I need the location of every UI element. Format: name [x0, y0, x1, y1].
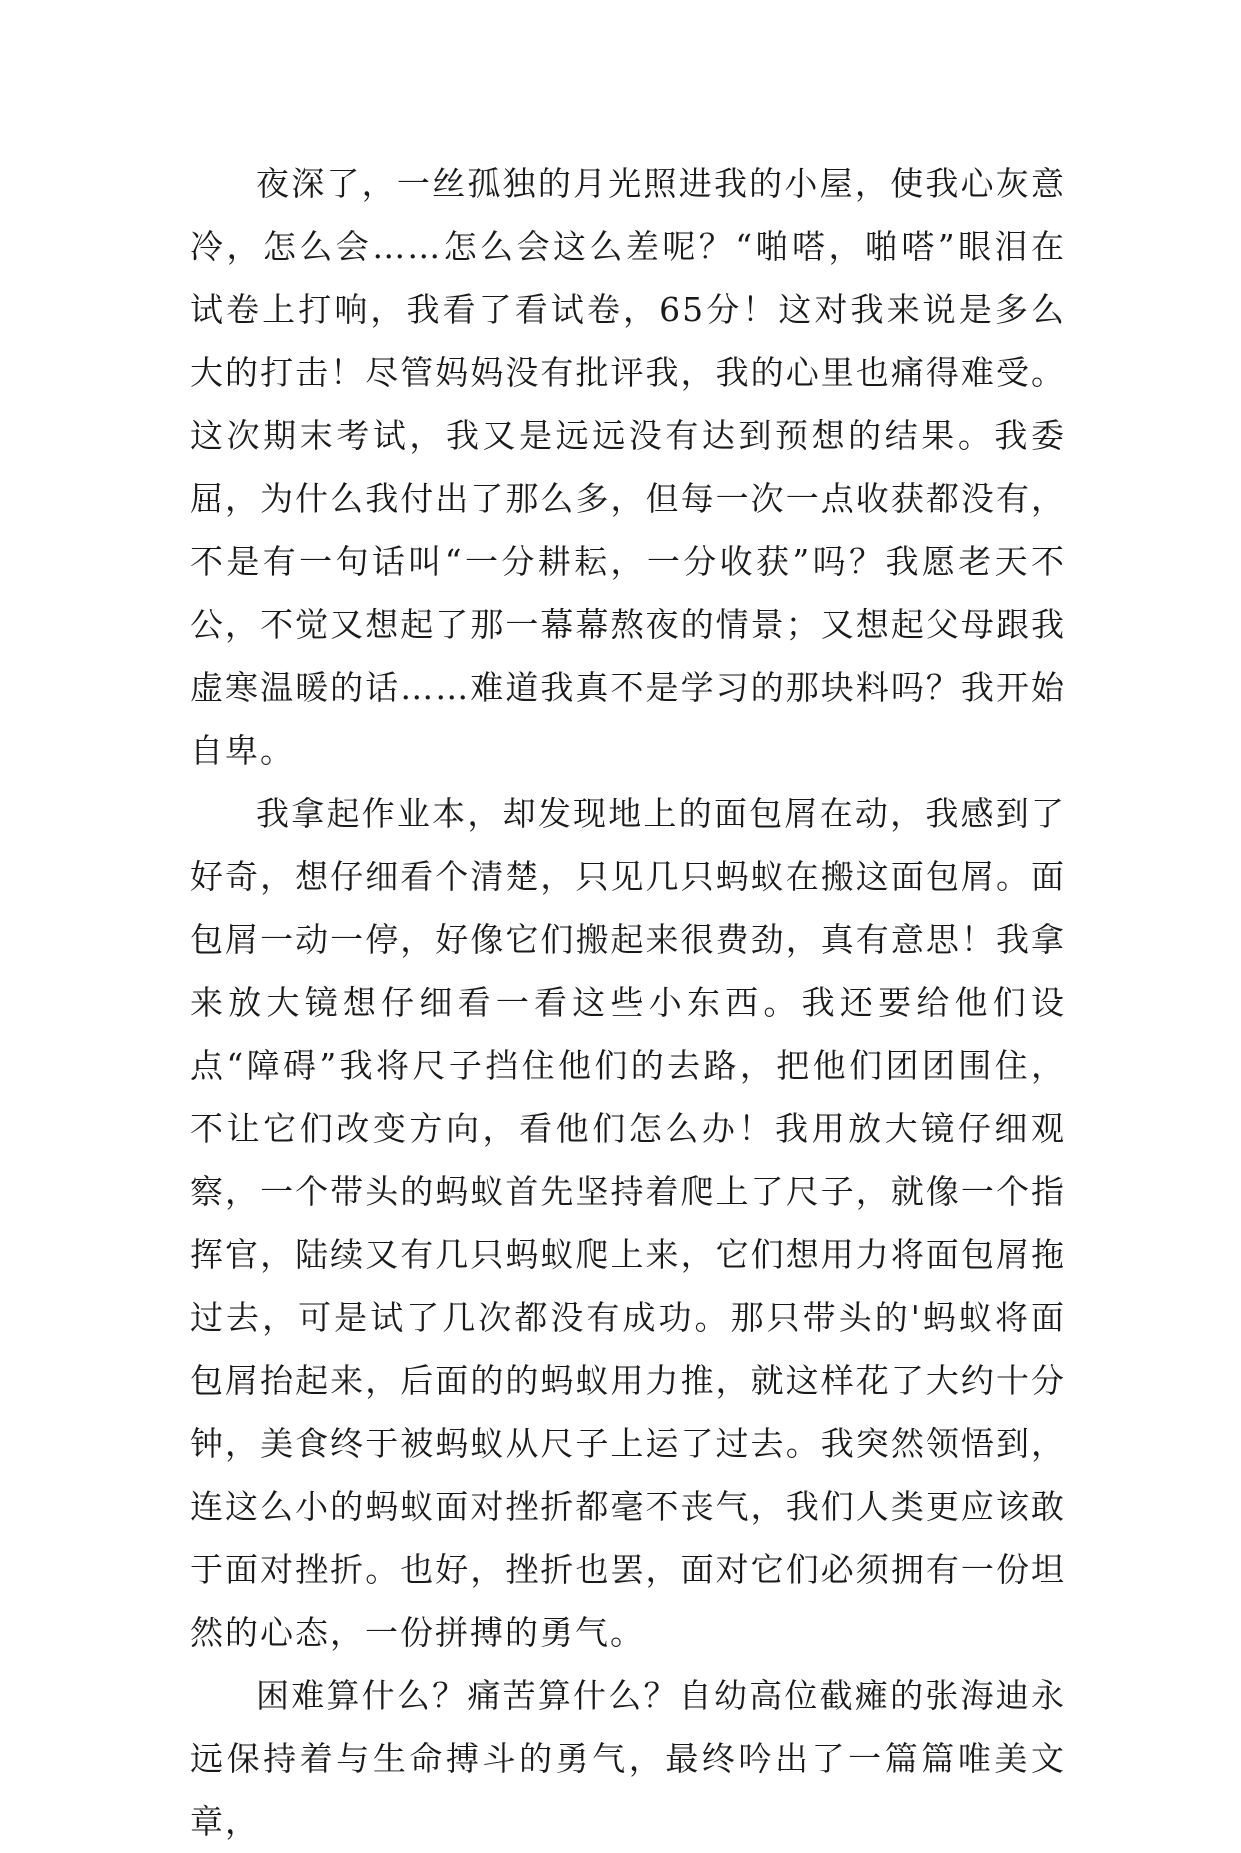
paragraph-3: 困难算什么？痛苦算什么？自幼高位截瘫的张海迪永远保持着与生命搏斗的勇气，最终吟出了一篇篇唯美文章，: [190, 1676, 1066, 1841]
paragraph-1: 夜深了，一丝孤独的月光照进我的小屋，使我心灰意冷，怎么会……怎么会这么差呢？“啪嗒，啪嗒”眼泪在试卷上打响，我看了看试卷，65分！这对我来说是多么大的打击！尽管妈妈没有批评我，我的心里也痛得难受。这次期末考试，我又是远远没有达到预想的结果。我委屈，为什么我付出了那么多，但每一次一点收获都没有，不是有一句话叫“一分耕耘，一分收获”吗？我愿老天不公，不觉又想起了那一幕幕熬夜的情景；又想起父母跟我虚寒温暖的话……难道我真不是学习的那块料吗？我开始自卑。: [190, 164, 1066, 770]
paragraph-2: 我拿起作业本，却发现地上的面包屑在动，我感到了好奇，想仔细看个清楚，只见几只蚂蚁在搬这面包屑。面包屑一动一停，好像它们搬起来很费劲，真有意思！我拿来放大镜想仔细看一看这些小东西。我还要给他们设点“障碍”我将尺子挡住他们的去路，把他们团团围住，不让它们改变方向，看他们怎么办！我用放大镜仔细观察，一个带头的蚂蚁首先坚持着爬上了尺子，就像一个指挥官，陆续又有几只蚂蚁爬上来，它们想用力将面包屑拖过去，可是试了几次都没有成功。那只带头的'蚂蚁将面包屑抬起来，后面的的蚂蚁用力推，就这样花了大约十分钟，美食终于被蚂蚁从尺子上运了过去。我突然领悟到，连这么小的蚂蚁面对挫折都毫不丧气，我们人类更应该敢于面对挫折。也好，挫折也罢，面对它们必须拥有一份坦然的心态，一份拼搏的勇气。: [190, 794, 1066, 1652]
essay-body: [190, 152, 1066, 1853]
